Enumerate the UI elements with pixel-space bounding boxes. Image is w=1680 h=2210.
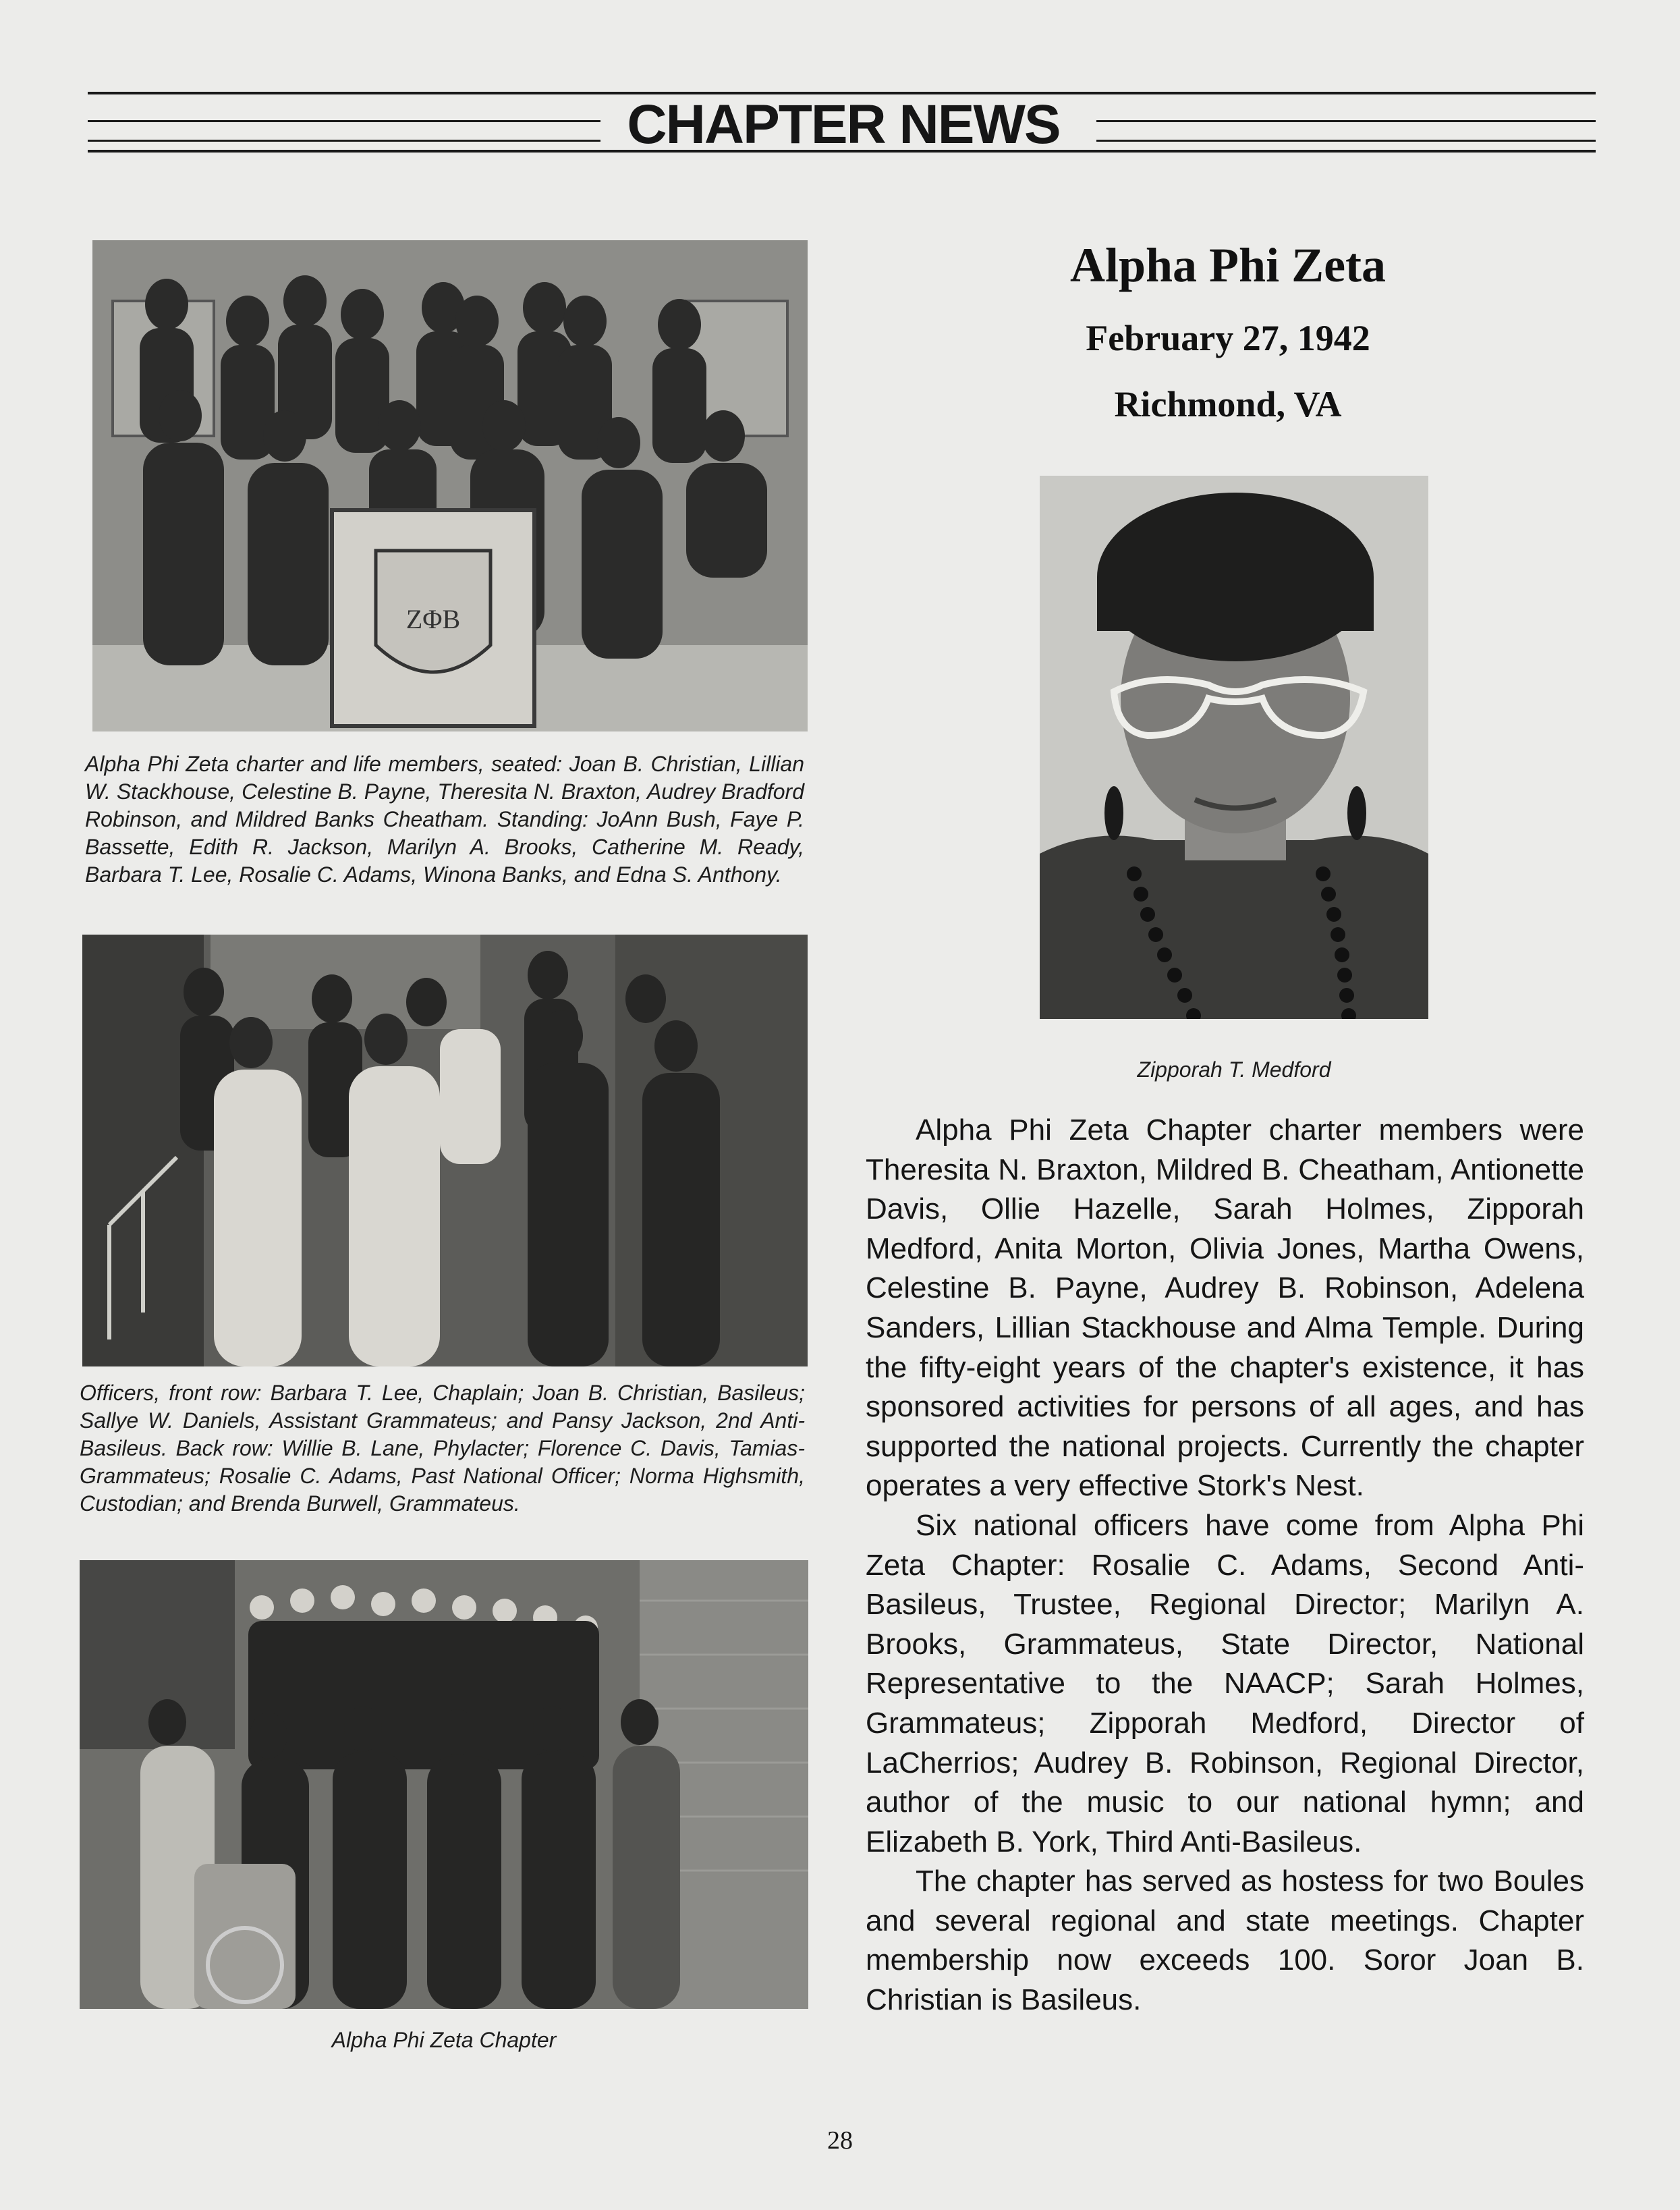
photo-caption-officers: Officers, front row: Barbara T. Lee, Chaplain; Joan B. Christian, Basileus; Sallye W. Daniels, Assistant Grammateus; and Pansy Jackson, 2nd Anti-Basileus. Back row: Willie B. Lane, Phylacter; Florence C. Davis, Tamias-Grammateus; Rosalie C. Adams, Past National Officer; Norma Highsmith, Custodian; and Brenda Burwell, Grammateus. [80, 1381, 805, 1516]
photo-caption-charter-members: Alpha Phi Zeta charter and life members, seated: Joan B. Christian, Lillian W. Stackhouse, Celestine B. Payne, Theresita N. Braxton, Audrey Bradford Robinson, and Mildred Banks Cheatham. Standing: JoAnn Bush, Faye P. Bassette, Edith R. Jackson, Marilyn A. Brooks, Catherine M. Ready, Barbara T. Lee, Rosalie C. Adams, Winona Banks, and Edna S. Anthony. [85, 752, 804, 887]
header-rule-left-2 [88, 140, 600, 142]
photo-caption-chapter: Alpha Phi Zeta Chapter [331, 2028, 557, 2052]
group-photo-charter-members [92, 240, 808, 731]
portrait-photo [1040, 476, 1428, 1019]
chapter-location: Richmond, VA [1114, 384, 1342, 424]
chapter-name: Alpha Phi Zeta [1069, 238, 1387, 292]
group-photo-chapter [80, 1560, 808, 2009]
header-rule-right-1 [1096, 120, 1596, 122]
portrait-caption: Zipporah T. Medford [1137, 1057, 1331, 1082]
chapter-date: February 27, 1942 [1086, 318, 1370, 358]
page-number: 28 [827, 2126, 853, 2155]
svg-text:ZΦB: ZΦB [405, 604, 461, 634]
header-rule-left-1 [88, 120, 600, 122]
article-body [866, 1111, 1584, 2020]
group-photo-officers [82, 935, 808, 1366]
section-title: CHAPTER NEWS [627, 94, 1060, 155]
article-paragraph: Six national officers have come from Alpha Phi Zeta Chapter: Rosalie C. Adams, Second Anti-Basileus, Trustee, Regional Director; Marilyn A. Brooks, Grammateus, State Director, National Representative to the NAACP; Sarah Holmes, Grammateus; Zipporah Medford, Director of LaCherrios; Audrey B. Robinson, Regional Director, author of the music to our national hymn; and Elizabeth B. York, Third Anti-Basileus. [866, 1508, 1584, 1858]
article-paragraph: The chapter has served as hostess for two Boules and several regional and state meetings. Chapter membership now exceeds 100. Soror Joan B. Christian is Basileus. [866, 1864, 1584, 2017]
article-paragraph: Alpha Phi Zeta Chapter charter members were Theresita N. Braxton, Mildred B. Cheatham, Antionette Davis, Ollie Hazelle, Sarah Holmes, Zipporah Medford, Anita Morton, Olivia Jones, Martha Owens, Celestine B. Payne, Audrey B. Robinson, Adelena Sanders, Lillian Stackhouse and Alma Temple. During the fifty-eight years of the chapter's existence, it has sponsored activities for persons of all ages, and has supported the national projects. Currently the chapter operates a very effective Stork's Nest. [866, 1113, 1584, 1503]
header-rule-right-2 [1096, 140, 1596, 142]
